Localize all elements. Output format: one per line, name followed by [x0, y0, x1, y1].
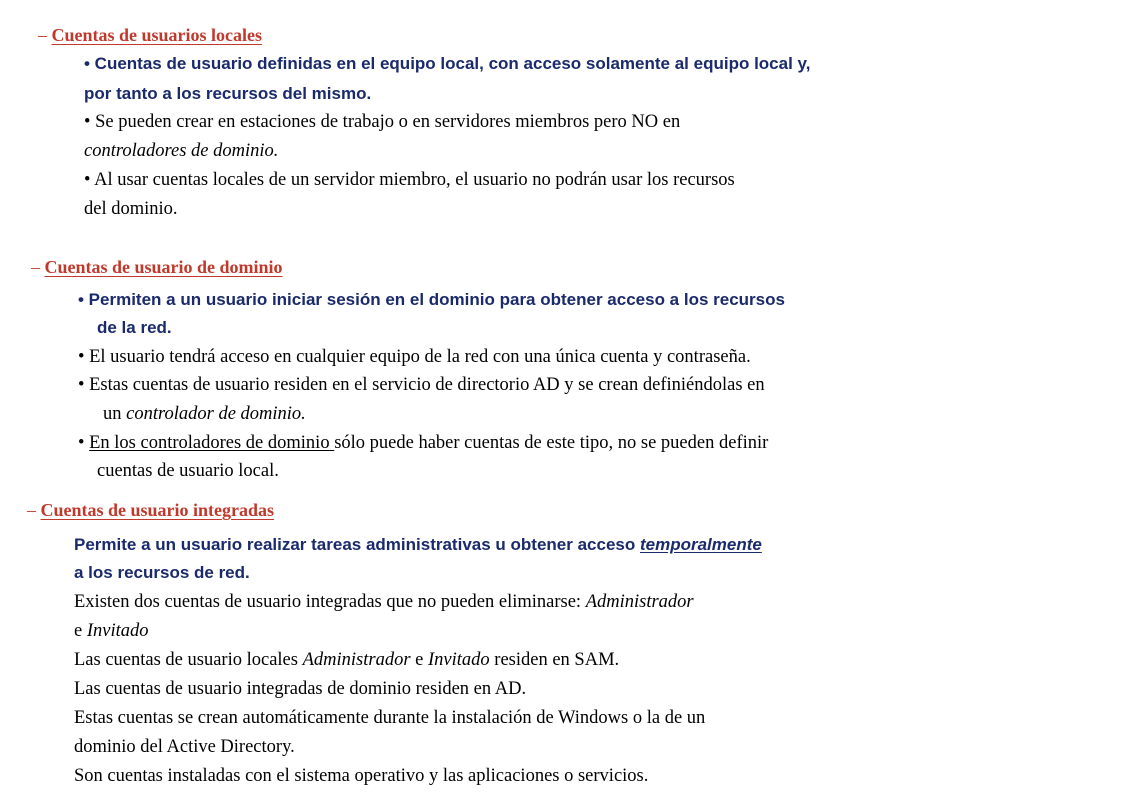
text-line: por tanto a los recursos del mismo. — [84, 84, 372, 103]
text-span: residen en SAM. — [489, 650, 620, 670]
text-line: dominio del Active Directory. — [74, 737, 295, 757]
text-span: Permite a un usuario realizar tareas administrativas u obtener acceso — [74, 535, 640, 554]
text-span-italic: Invitado — [428, 650, 490, 670]
text-span: sólo puede haber cuentas de este tipo, no se pueden definir — [334, 433, 769, 453]
section-heading-domain-accounts — [31, 256, 283, 278]
text-span: e — [410, 650, 429, 670]
text-span: e — [74, 621, 87, 641]
text-line: • Se pueden crear en estaciones de trabajo o en servidores miembros pero NO en — [84, 112, 681, 132]
text-line: Son cuentas instaladas con el sistema operativo y las aplicaciones o servicios. — [74, 766, 649, 786]
text-line: del dominio. — [84, 199, 178, 219]
text-line: • Cuentas de usuario definidas en el equipo local, con acceso solamente al equipo local y, — [84, 54, 811, 73]
text-span: Existen dos cuentas de usuario integradas que no pueden eliminarse: — [74, 592, 586, 612]
text-line: • Al usar cuentas locales de un servidor miembro, el usuario no podrán usar los recursos — [84, 170, 735, 190]
heading-dash: – — [31, 257, 40, 277]
text-line: • Estas cuentas de usuario residen en el servicio de directorio AD y se crean definiéndolas en — [78, 375, 765, 395]
text-line — [74, 590, 694, 614]
text-span-italic: Administrador — [302, 650, 411, 670]
bullet: • — [78, 433, 90, 453]
text-span: Las cuentas de usuario locales — [74, 650, 303, 670]
text-line: controladores de dominio. — [84, 141, 279, 161]
text-line: Las cuentas de usuario integradas de dominio residen en AD. — [74, 679, 527, 699]
text-line — [78, 431, 768, 455]
text-line: Estas cuentas se crean automáticamente durante la instalación de Windows o la de un — [74, 708, 706, 728]
section-heading-local-accounts — [38, 24, 262, 46]
text-span-italic: Administrador — [585, 592, 694, 612]
text-line — [74, 648, 619, 672]
text-line: a los recursos de red. — [74, 563, 250, 582]
text-line — [74, 619, 149, 643]
text-line: • Permiten a un usuario iniciar sesión en el dominio para obtener acceso a los recursos — [78, 290, 785, 309]
heading-dash: – — [27, 500, 36, 520]
section-heading-builtin-accounts — [27, 499, 274, 521]
text-span-italic: Invitado — [86, 621, 149, 641]
text-line: cuentas de usuario local. — [97, 461, 279, 481]
heading-title: Cuentas de usuarios locales — [51, 25, 263, 45]
text-line: de la red. — [97, 318, 172, 337]
text-span-italic: controlador de dominio. — [126, 404, 306, 424]
text-span: un — [103, 404, 127, 424]
text-line — [74, 533, 762, 557]
text-line — [103, 402, 306, 426]
heading-dash: – — [38, 25, 47, 45]
text-line: • El usuario tendrá acceso en cualquier equipo de la red con una única cuenta y contraseña. — [78, 347, 751, 367]
text-span-underlined: En los controladores de dominio — [89, 433, 335, 453]
heading-title: Cuentas de usuario de dominio — [44, 257, 283, 277]
text-span-italic-underlined: temporalmente — [639, 535, 762, 554]
heading-title: Cuentas de usuario integradas — [40, 500, 275, 520]
